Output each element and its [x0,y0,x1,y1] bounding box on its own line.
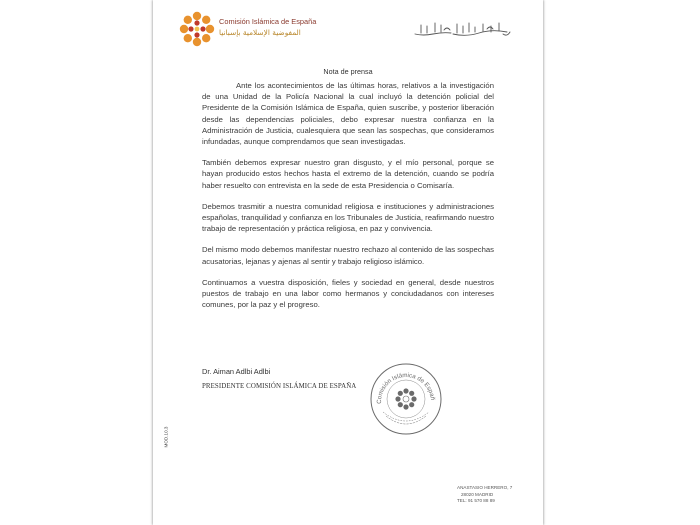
paragraph: Debemos trasmitir a nuestra comunidad religiosa e instituciones y administraciones españolas, tranquilidad y confianza en los Tribunales de Justicia, reafirmando nuestro trabajo de representación y práctica religiosa, en paz y convivencia. [202,201,494,234]
address-street: ANASTASIO HERRERO, 7 [457,485,513,490]
address-block [457,485,512,505]
org-name: Comisión Islámica de España [219,17,317,26]
org-name-arabic: المفوضية الإسلامية بإسبانيا [219,28,301,37]
address-phone: TEL: 91 570 88 89 [457,498,495,503]
address-city: 28020 MADRID [461,491,494,497]
paragraph: Continuamos a vuestra disposición, fieles y sociedad en general, desde nuestros puestos de trabajo en una labor como hermanos y conciudadanos con intereses comunes, por la paz y el progreso. [202,277,494,310]
paragraph: Ante los acontecimientos de las últimas horas, relativos a la investigación de una Unidad de la Policía Nacional la cual incluyó la detención policial del Presidente de la Comisión Islámica de España, quien suscribe, y posterior liberación desde las dependencias policiales, debo expresar nuestra confianza en la Administración de Justicia, cualesquiera que sean las sospechas, que consideramos infundadas, aunque comprendamos que sean investigadas. [202,81,494,147]
document-code-text: MOD.10.3 [163,426,169,448]
document-code [161,422,171,452]
stamp-text: Comisión Islámica de Españ [375,371,436,404]
document-body [202,80,494,320]
document-page [153,0,543,525]
official-stamp-icon [369,362,443,436]
paragraph: También debemos expresar nuestro gran disgusto, y el mío personal, porque se hayan producido estos hechos hasta el extremo de la detención, cuando se podría haber resuelto con entrevista en la sede de esta Presidencia o Comisaría. [202,158,494,190]
signatory-name: Dr. Aiman Adlbi Adlbi [202,367,271,376]
signatory-title: PRESIDENTE COMISIÓN ISLÁMICA DE ESPAÑA [202,383,357,390]
basmala-calligraphy-icon [411,20,513,40]
svg-text:Comisión Islámica de España [369,362,436,404]
document-title: Nota de prensa [323,67,373,76]
paragraph: Del mismo modo debemos manifestar nuestro rechazo al contenido de las sospechas acusatorias, lejanas y ajenas al sentir y trabajo religioso islámico. [202,245,494,266]
logo-icon [177,9,217,49]
